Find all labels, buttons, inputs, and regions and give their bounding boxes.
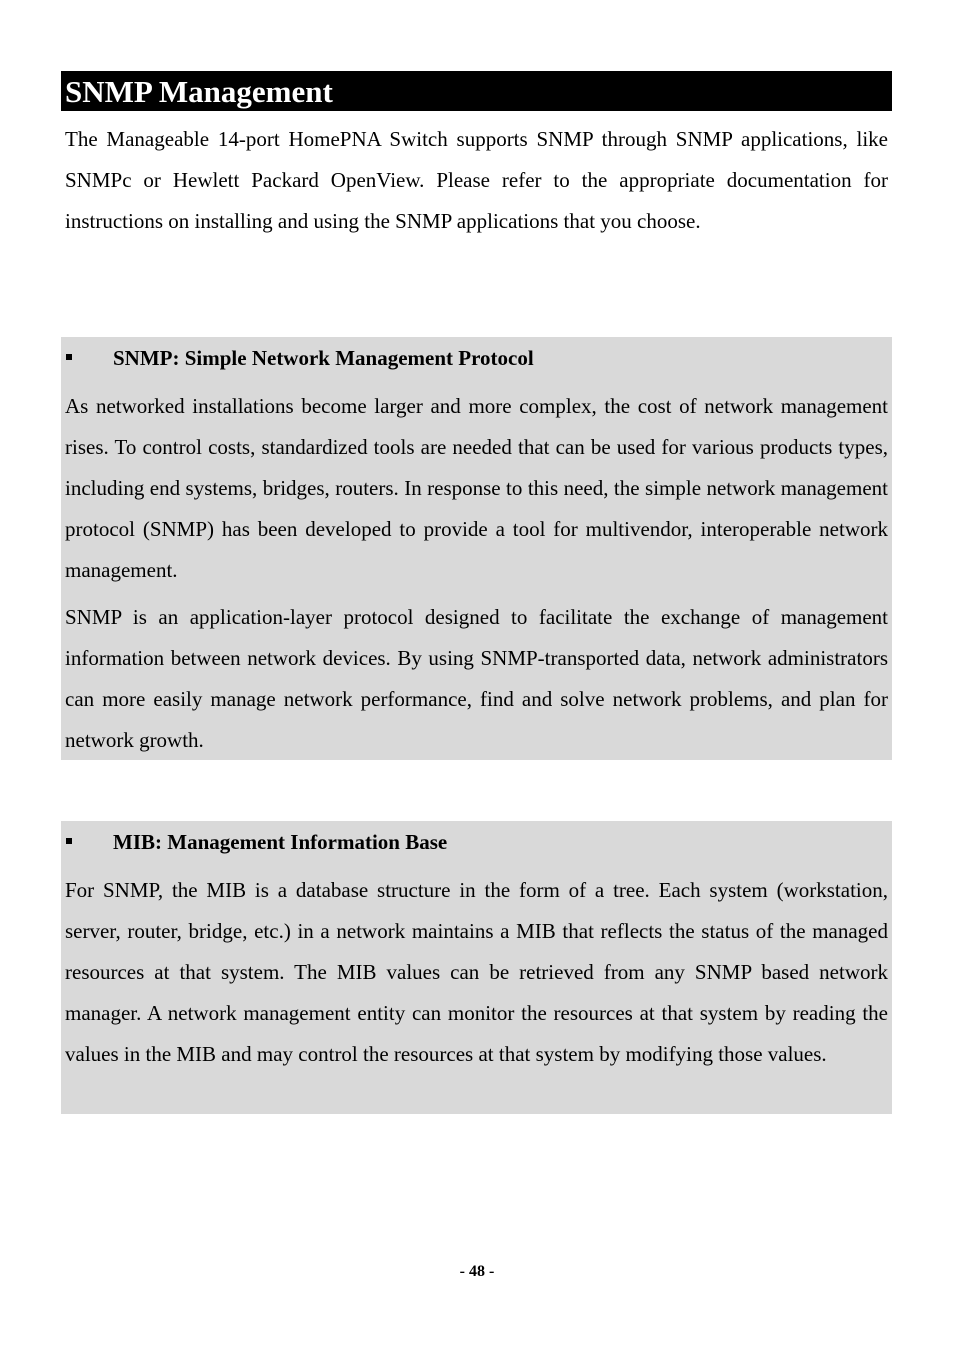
section-title: SNMP: Simple Network Management Protocol bbox=[113, 346, 534, 370]
square-bullet-icon bbox=[66, 354, 72, 360]
page-number: - 48 - bbox=[459, 1263, 495, 1280]
section-paragraph: As networked installations become larger and more complex, the cost of network management rises. To control costs, standardized tools are needed that can be used for various products types, including end systems, bridges, routers. In response to this need, the simple network management protocol (SNMP) has been developed to provide a tool for multivendor, interoperable network management. bbox=[65, 394, 888, 582]
section-header bbox=[61, 821, 892, 863]
square-bullet-icon bbox=[66, 838, 72, 844]
section-header bbox=[61, 337, 892, 379]
section-paragraph: SNMP is an application-layer protocol designed to facilitate the exchange of management information between network devices. By using SNMP-transported data, network administrators can more easily manage network performance, find and solve network problems, and plan for network growth. bbox=[65, 605, 888, 752]
intro-paragraph: The Manageable 14-port HomePNA Switch supports SNMP through SNMP applications, like SNMPc or Hewlett Packard OpenView. Please refer to the appropriate documentation for instructions on installing and using the SNMP applications that you choose. bbox=[65, 127, 888, 233]
section-title: MIB: Management Information Base bbox=[113, 830, 448, 854]
page-title: SNMP Management bbox=[61, 71, 892, 111]
section-snmp bbox=[61, 337, 892, 760]
section-mib bbox=[61, 821, 892, 1114]
section-paragraph: For SNMP, the MIB is a database structure in the form of a tree. Each system (workstation, server, router, bridge, etc.) in a network maintains a MIB that reflects the status of the managed resources at that system. The MIB values can be retrieved from any SNMP based network manager. A network management entity can monitor the resources at that system by reading the values in the MIB and may control the resources at that system by modifying those values. bbox=[65, 878, 888, 1066]
